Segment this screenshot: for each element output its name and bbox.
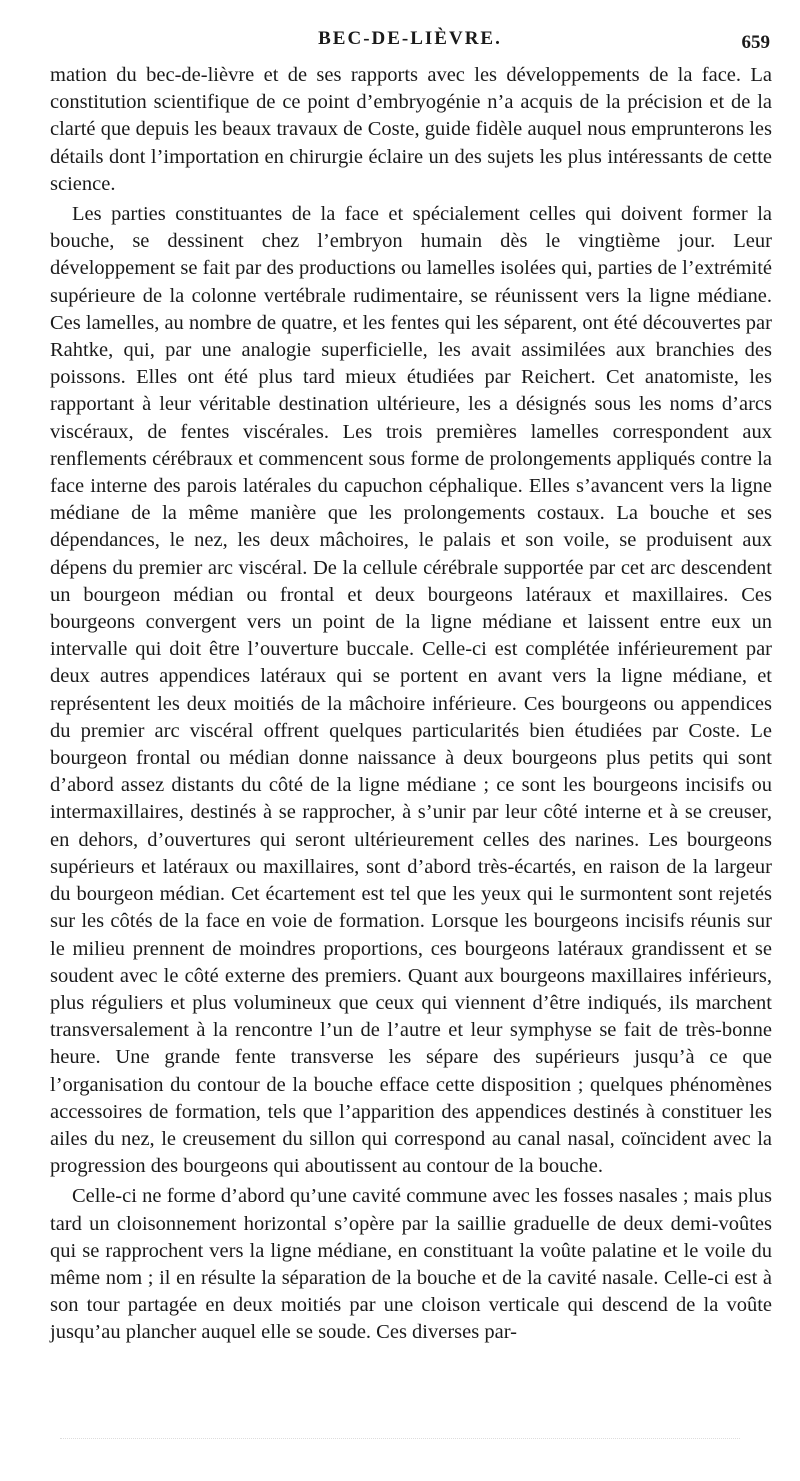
paragraph-face-development: Les parties constituantes de la face et spécialement celles qui doivent former la bouche, se dessinent chez l’embryon humain dès le vingtième jour. Leur développement se fait par des productions ou lamelles isolées qui, parties de l’extrémité supérieure de la colonne vertébrale rudimentaire, se réunissent vers la ligne médiane. Ces lamelles, au nombre de quatre, et les fentes qui les séparent, ont été découvertes par Rahtke, qui, par une analogie superficielle, les avait assimilées aux branchies des poissons. Elles ont été plus tard mieux étudiées par Reichert. Cet anatomiste, les rapportant à leur véritable destination ultérieure, les a désignés sous les noms d’arcs viscéraux, de fentes viscérales. Les trois premières lamelles correspondent aux renflements cérébraux et commencent sous forme de prolongements appliqués contre la face interne des parois latérales du capuchon céphalique. Elles s’avancent vers la ligne médiane de la même manière que les prolongements costaux. La bouche et ses dépendances, le nez, les deux mâchoires, le palais et son voile, se produisent aux dépens du premier arc viscéral. De la cellule cérébrale supportée par cet arc descendent un bourgeon médian ou frontal et deux bourgeons latéraux et maxillaires. Ces bourgeons convergent vers un point de la ligne médiane et laissent entre eux un intervalle qui doit être l’ouverture buccale. Celle-ci est complétée inférieurement par deux autres appendices latéraux qui se portent en avant vers la ligne médiane, et représentent les deux moitiés de la mâchoire inférieure. Ces bourgeons ou appendices du premier arc viscéral offrent quelques particularités bien étudiées par Coste. Le bourgeon frontal ou médian donne naissance à deux bourgeons plus petits qui sont d’abord assez distants du côté de la ligne médiane ; ce sont les bourgeons incisifs ou intermaxillaires, destinés à se rapprocher, à s’unir par leur côté interne et à se creuser, en dehors, d’ouvertures qui seront ultérieurement celles des narines. Les bourgeons supérieurs et latéraux ou maxillaires, sont d’abord très-écartés, en raison de la largeur du bourgeon médian. Cet écartement est tel que les yeux qui le surmontent sont rejetés sur les côtés de la face en voie de formation. Lorsque les bourgeons incisifs réunis sur le milieu prennent de moindres proportions, ces bourgeons latéraux grandissent et se soudent avec le côté externe des premiers. Quant aux bourgeons maxillaires inférieurs, plus réguliers et plus volumineux que ceux qui viennent d’être indiqués, ils marchent transversalement à la rencontre l’un de l’autre et leur symphyse se fait de très-bonne heure. Une grande fente transverse les sépare des supérieurs jusqu’à ce que l’organisation du contour de la bouche efface cette disposition ; quelques phénomènes accessoires de formation, tels que l’apparition des appendices destinés à constituer les ailes du nez, le creusement du sillon qui correspond au canal nasal, coïncident avec la progression des bourgeons qui aboutissent au contour de la bouche. (50, 203, 772, 1178)
paragraph-palate-formation: Celle-ci ne forme d’abord qu’une cavité commune avec les fosses nasales ; mais plus tard un cloisonnement horizontal s’opère par la saillie graduelle de deux demi-voûtes qui se rapprochent vers la ligne médiane, en constituant la voûte palatine et le voile du même nom ; il en résulte la séparation de la bouche et de la cavité nasale. Celle-ci est à son tour partagée en deux moitiés par une cloison verticale qui descend de la voûte jusqu’au plancher auquel elle se soude. Ces diverses par- (50, 1185, 772, 1344)
running-head (50, 22, 770, 52)
page-number: 659 (741, 32, 770, 53)
running-title: BEC-DE-LIÈVRE. (318, 28, 502, 49)
paragraph-continuation: mation du bec-de-lièvre et de ses rapports avec les développements de la face. La constitution scientifique de ce point d’embryogénie n’a acquis de la précision et de la clarté que depuis les beaux travaux de Coste, guide fidèle auquel nous emprunterons les détails dont l’importation en chirurgie éclaire un des sujets les plus intéressants de cette science. (50, 64, 772, 195)
body-text (50, 62, 772, 1347)
scan-artifact-divider (60, 1438, 740, 1445)
